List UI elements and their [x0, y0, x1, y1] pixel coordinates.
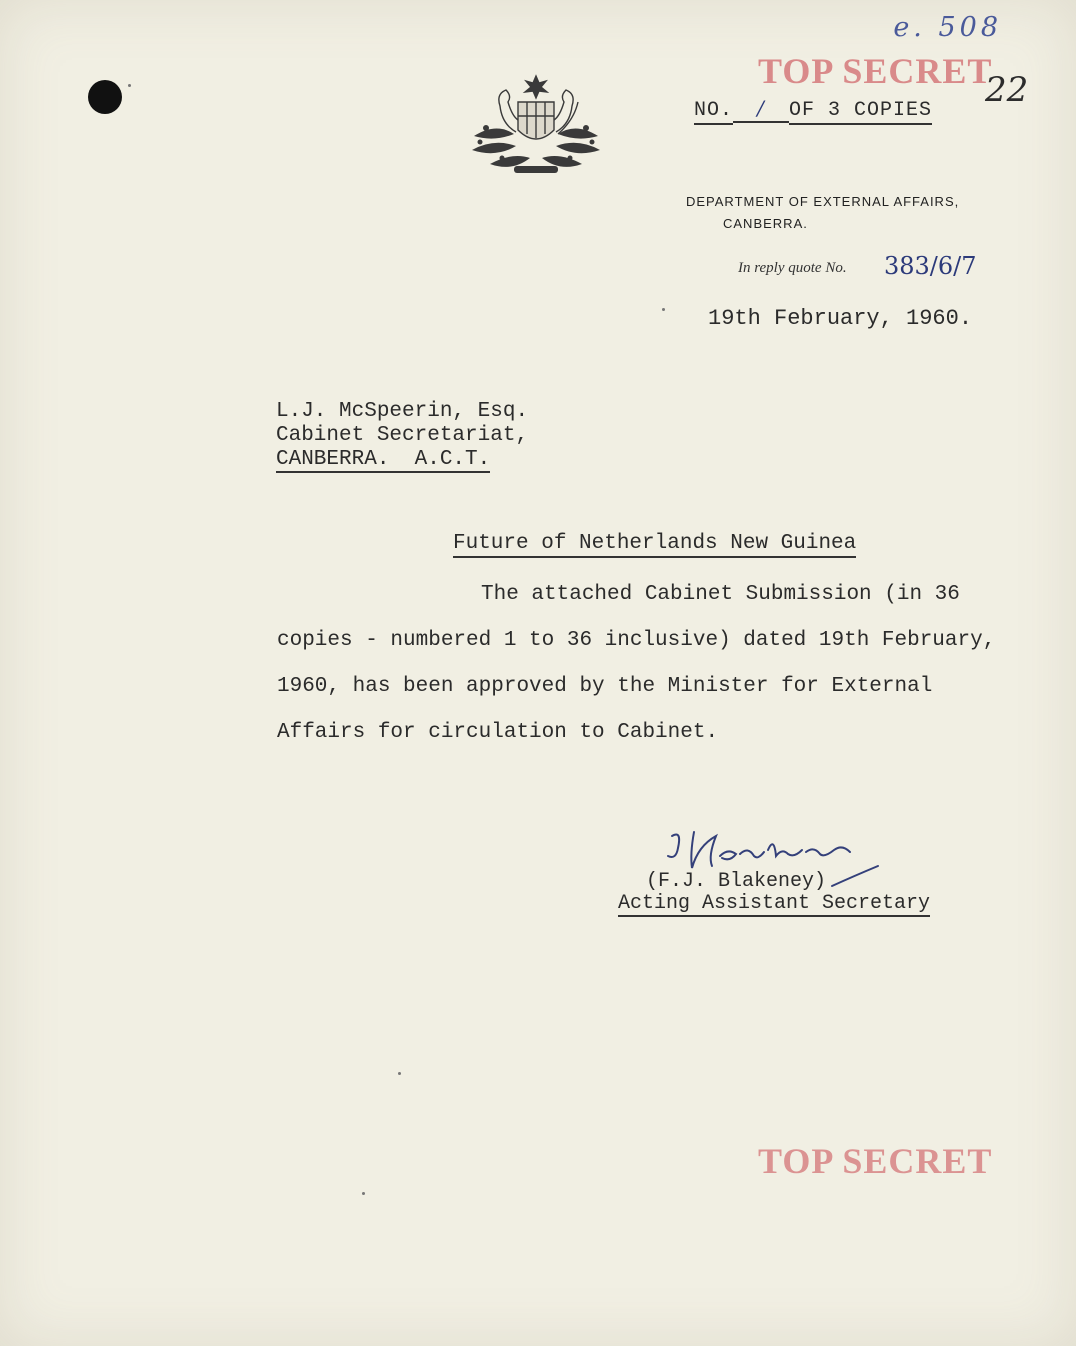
copy-control-line — [694, 96, 932, 123]
addressee-block — [276, 400, 528, 472]
handwritten-reference: e. 508 — [893, 12, 1002, 43]
copies-label: OF 3 COPIES — [789, 99, 932, 125]
addressee-name: L.J. McSpeerin, Esq. — [276, 400, 529, 423]
classification-stamp-bottom: TOP SECRET — [758, 1141, 993, 1181]
signatory-title: Acting Assistant Secretary — [618, 892, 931, 915]
paper-speck — [662, 308, 665, 311]
classification-stamp-top: TOP SECRET — [758, 51, 993, 91]
department-name: DEPARTMENT OF EXTERNAL AFFAIRS, — [686, 194, 960, 209]
department-city: CANBERRA. — [723, 216, 808, 231]
paper-speck — [128, 84, 131, 87]
reply-reference-number: 383/6/7 — [884, 252, 977, 280]
addressee-office: Cabinet Secretariat, — [276, 424, 529, 447]
paper-speck — [362, 1192, 365, 1195]
coat-of-arms-icon — [466, 72, 606, 178]
addressee-location: CANBERRA. A.C.T. — [276, 448, 491, 471]
reply-quote-label: In reply quote No. — [738, 260, 847, 276]
subject-heading: Future of Netherlands New Guinea — [453, 532, 856, 558]
paper-speck — [398, 1072, 401, 1075]
handwritten-number: 22 — [985, 70, 1029, 110]
letter-date: 19th February, 1960. — [708, 306, 973, 331]
body-paragraph: The attached Cabinet Submission (in 36 copies - numbered 1 to 36 inclusive) dated 19th February, 1960, has been approved by the Minister for External Affairs for circulation to Cabinet. — [277, 583, 996, 744]
copy-no-label: NO. — [694, 99, 733, 125]
punch-hole — [88, 80, 122, 114]
copy-number: / — [733, 96, 789, 123]
signatory-name: (F.J. Blakeney) — [646, 870, 827, 893]
